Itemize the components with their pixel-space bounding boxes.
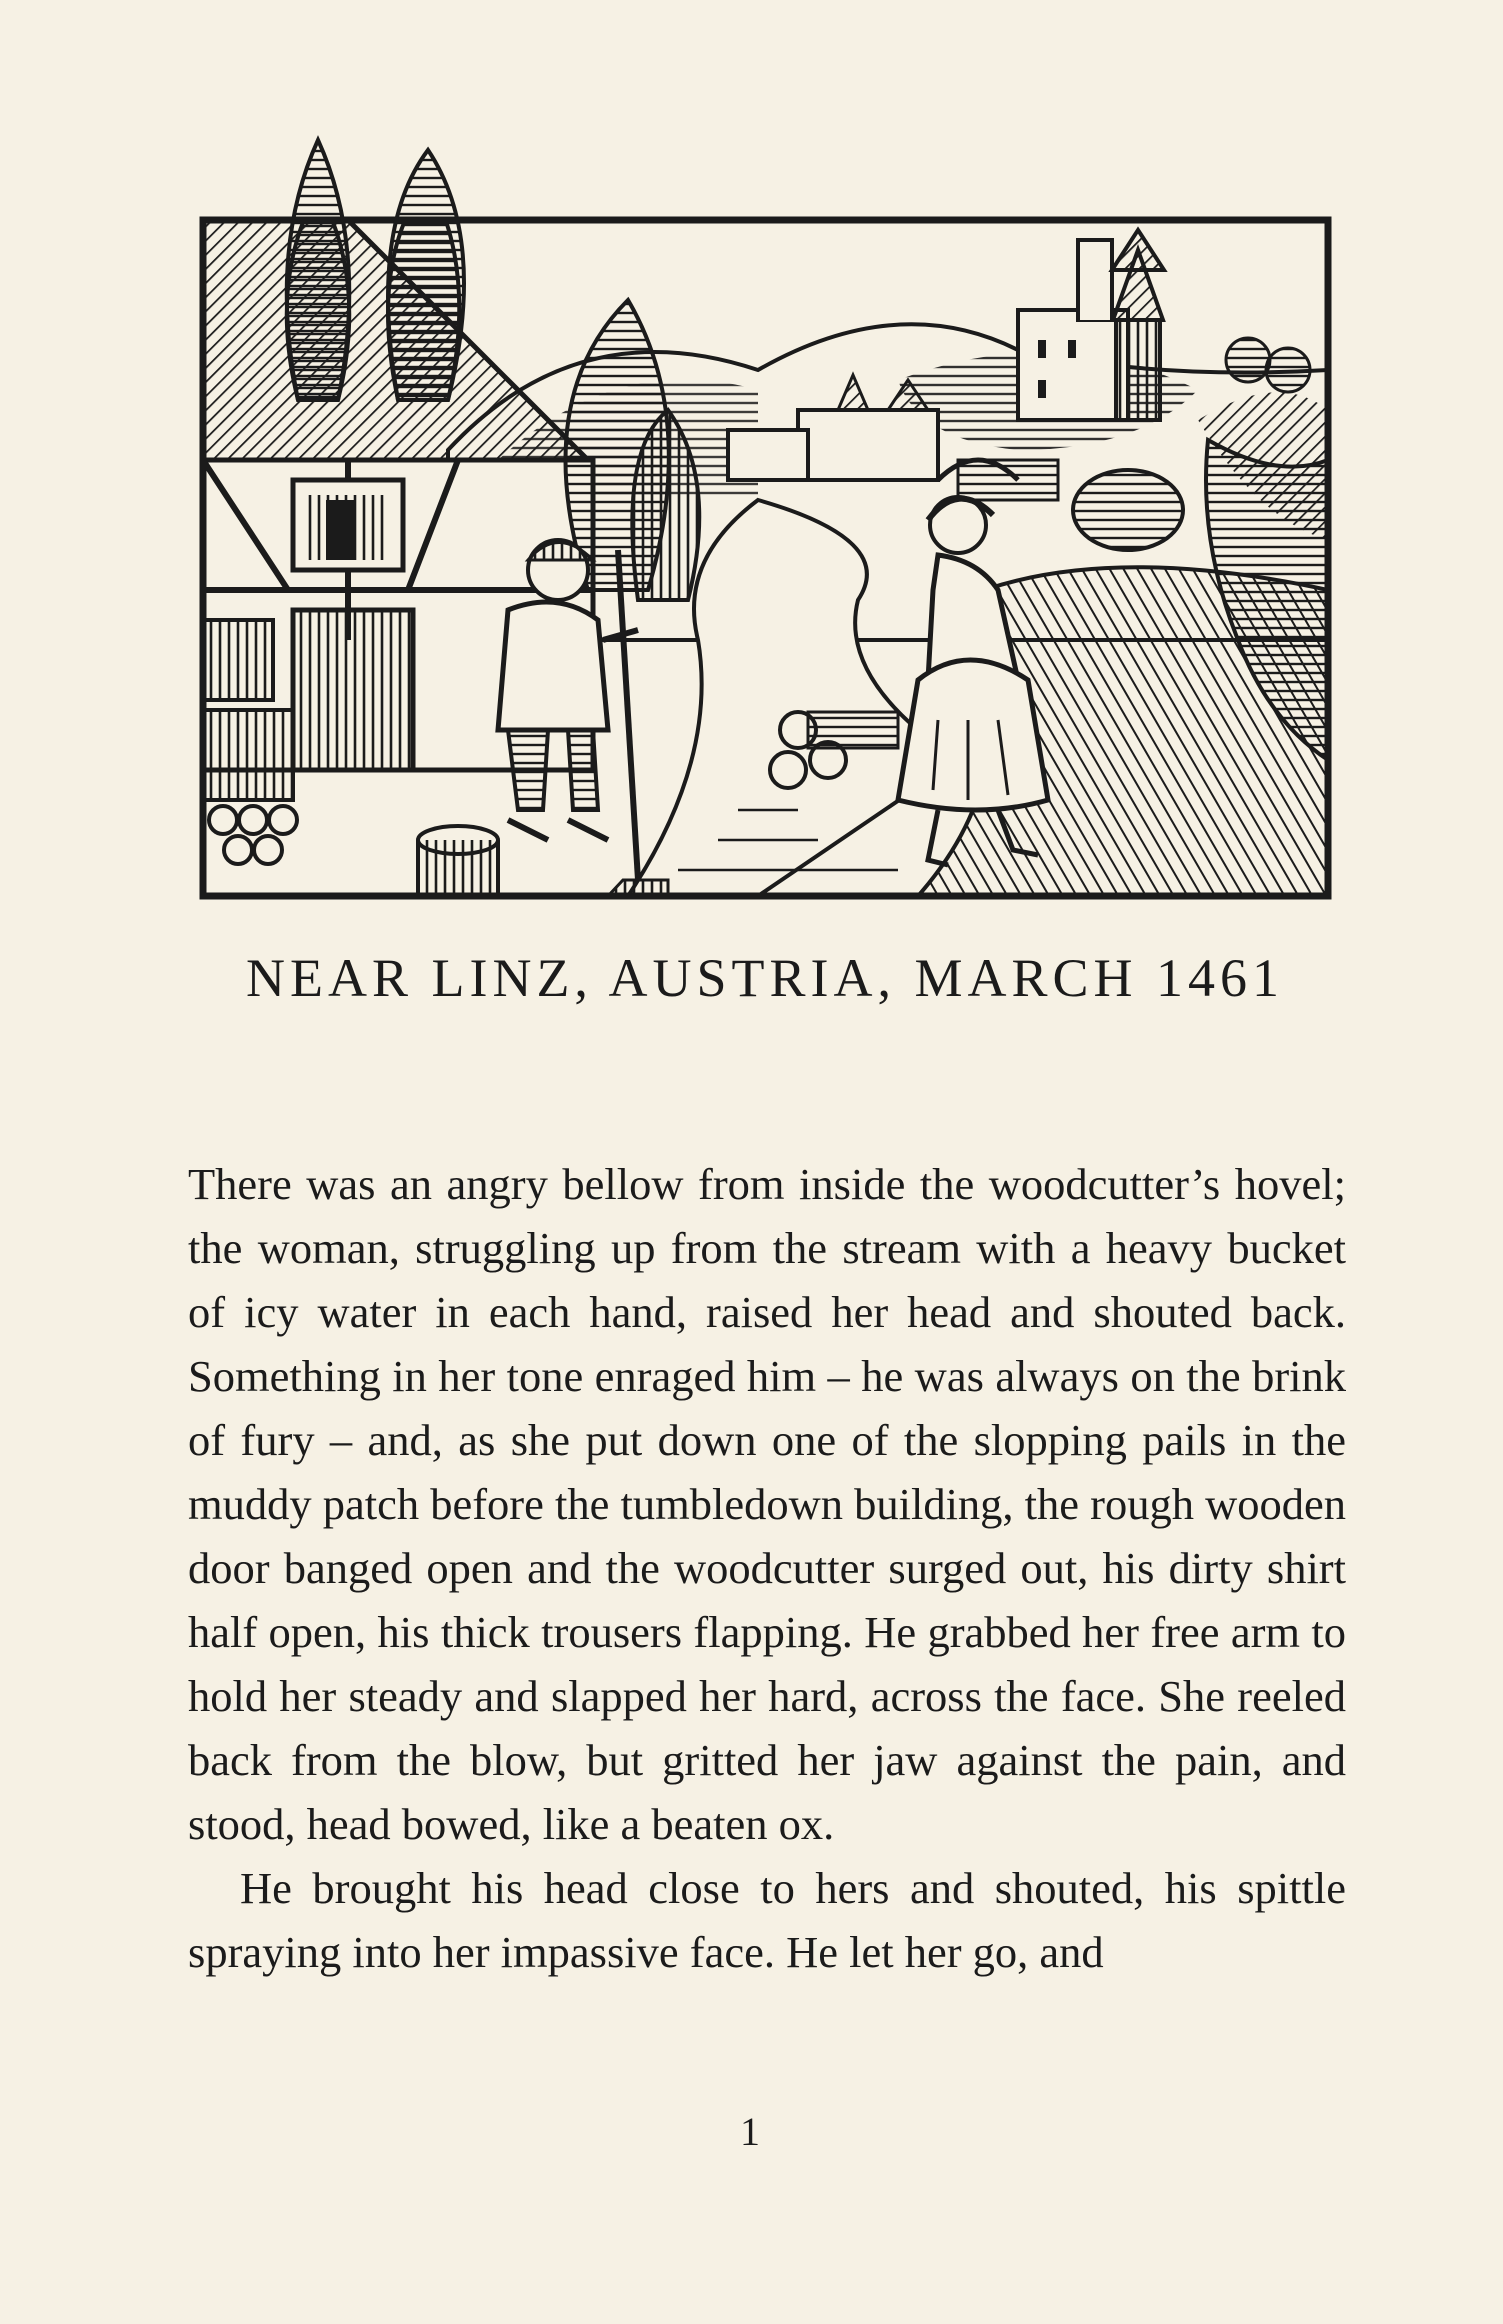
chapter-heading: NEAR LINZ, AUSTRIA, MARCH 1461: [245, 948, 1285, 1008]
paragraph: There was an angry bellow from inside the woodcutter’s hovel; the woman, struggling up from the stream with a heavy bucket of icy water in each hand, raised her head and shouted back. Something in her tone enraged him – he was always on the brink of fury – and, as she put down one of the slopping pails in the muddy patch before the tumbledown building, the rough wooden door banged open and the woodcutter surged out, his dirty shirt half open, his thick trousers flapping. He grabbed her free arm to hold her steady and slapped her hard, across the face. She reeled back from the blow, but gritted her jaw against the pain, and stood, head bowed, like a beaten ox.: [188, 1159, 1346, 1849]
page-number: 1: [740, 2109, 760, 2154]
body-text: [188, 1152, 1346, 1984]
woodcut-illustration: [198, 120, 1333, 900]
paragraph: He brought his head close to hers and shouted, his spittle spraying into her impassive face. He let her go, and: [188, 1863, 1346, 1977]
woodcut-svg: [198, 120, 1333, 900]
